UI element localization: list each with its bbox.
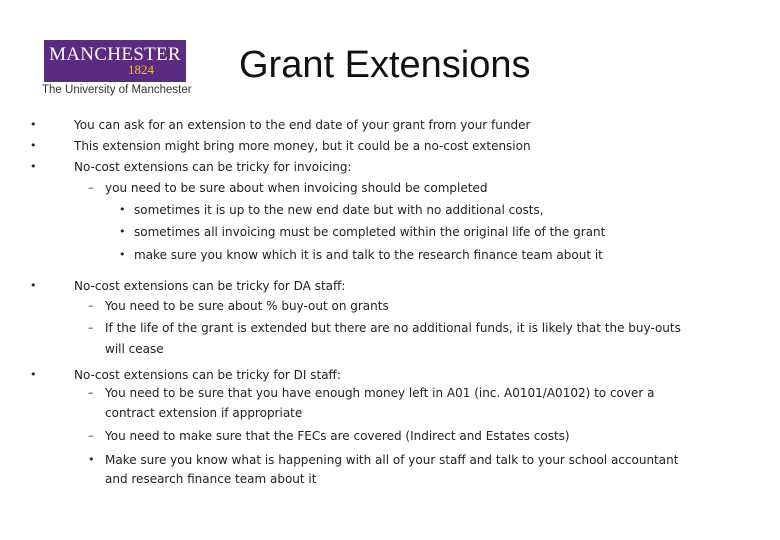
bullet-marker: – bbox=[88, 181, 94, 194]
bullet-marker: – bbox=[88, 299, 94, 312]
bullet-marker: • bbox=[30, 160, 37, 173]
bullet-text: sometimes all invoicing must be completed within the original life of the grant bbox=[134, 225, 606, 239]
bullet-marker: • bbox=[119, 203, 126, 216]
bullet-text: sometimes it is up to the new end date but with no additional costs, bbox=[134, 203, 544, 217]
bullet-text: No-cost extensions can be tricky for DI staff: bbox=[74, 368, 341, 382]
bullet-text: and research finance team about it bbox=[105, 472, 317, 486]
bullet-marker: • bbox=[30, 139, 37, 152]
logo-year: 1824 bbox=[128, 62, 154, 77]
bullet-text: you need to be sure about when invoicing should be completed bbox=[105, 181, 488, 195]
bullet-marker: • bbox=[30, 368, 37, 381]
bullet-text: You need to make sure that the FECs are covered (Indirect and Estates costs) bbox=[105, 429, 570, 443]
bullet-marker: – bbox=[88, 321, 94, 334]
slide-title: Grant Extensions bbox=[239, 44, 531, 86]
bullet-text: Make sure you know what is happening with all of your staff and talk to your school accountant bbox=[105, 453, 679, 467]
bullet-text: No-cost extensions can be tricky for DA staff: bbox=[74, 279, 346, 293]
bullet-marker: • bbox=[30, 279, 37, 292]
bullet-text: make sure you know which it is and talk to the research finance team about it bbox=[134, 248, 603, 262]
logo-subtitle: The University of Manchester bbox=[42, 84, 192, 96]
bullet-text: contract extension if appropriate bbox=[105, 406, 303, 420]
bullet-marker: – bbox=[88, 386, 94, 399]
bullet-marker: • bbox=[119, 225, 126, 238]
bullet-text: If the life of the grant is extended but there are no additional funds, it is likely that the buy-outs bbox=[105, 321, 681, 335]
bullet-marker: • bbox=[88, 453, 95, 466]
bullet-text: No-cost extensions can be tricky for invoicing: bbox=[74, 160, 352, 174]
bullet-marker: – bbox=[88, 429, 94, 442]
logo-name: MANCHESTER bbox=[49, 44, 181, 65]
bullet-text: This extension might bring more money, but it could be a no-cost extension bbox=[74, 139, 531, 153]
bullet-text: You need to be sure that you have enough money left in A01 (inc. A0101/A0102) to cover a bbox=[105, 386, 655, 400]
bullet-text: will cease bbox=[105, 342, 164, 356]
bullet-marker: • bbox=[30, 118, 37, 131]
bullet-marker: • bbox=[119, 248, 126, 261]
bullet-text: You can ask for an extension to the end date of your grant from your funder bbox=[74, 118, 531, 132]
bullet-text: You need to be sure about % buy-out on grants bbox=[105, 299, 389, 313]
